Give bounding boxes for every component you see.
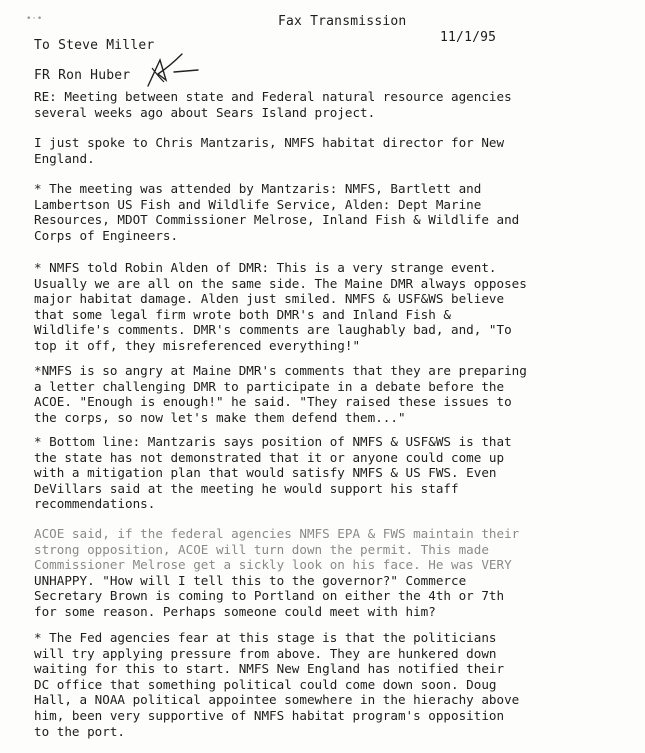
paragraph-bottom-line: * Bottom line: Mantzaris says position of NMFS & USF&WS is that the state has not demonstrated that it or anyone could come up with a mitigation plan that would satisfy NMFS & US FWS. Even DeVillars said at the meeting he would support his staff recommendations. bbox=[34, 434, 512, 512]
paragraph-nmfs-angry: *NMFS is so angry at Maine DMR's comments that they are preparing a letter challenging DMR to participate in a debate before the ACOE. "Enough is enough!" he said. "They raised these issues to the corps, so now let's make them defend them..." bbox=[34, 363, 527, 425]
recipient-line: To Steve Miller bbox=[34, 38, 155, 53]
paragraph-acoe-said: ACOE said, if the federal agencies NMFS EPA & FWS maintain their strong opposition, ACOE will turn down the permit. This made Commissioner Melrose get a sickly look on his face. He was VERY UNHAPPY. "How will I tell this to the governor?" Commerce Secretary Brown is coming to Portland on either the 4th or 7th for some reason. Perhaps someone could meet with him? bbox=[34, 526, 520, 619]
scan-speck: •·• bbox=[26, 14, 43, 24]
fax-title: Fax Transmission bbox=[278, 14, 407, 29]
paragraph-subject: RE: Meeting between state and Federal natural resource agencies several weeks ago about Sears Island project. bbox=[34, 89, 512, 120]
sender-line: FR Ron Huber bbox=[34, 68, 131, 83]
paragraph-intro: I just spoke to Chris Mantzaris, NMFS habitat director for New England. bbox=[34, 135, 505, 166]
paragraph-nmfs-told-dmr: * NMFS told Robin Alden of DMR: This is a very strange event. Usually we are all on the same side. The Maine DMR always opposes major habitat damage. Alden just smiled. NMFS & USF&WS believe that some legal firm wrote both DMR's and Inland Fish & Wildlife's comments. DMR's comments are laughably bad, and, "To top it off, they misreferenced everything!" bbox=[34, 260, 527, 353]
fax-date: 11/1/95 bbox=[440, 30, 497, 45]
paragraph-attendees: * The meeting was attended by Mantzaris: NMFS, Bartlett and Lambertson US Fish and Wildlife Service, Alden: Dept Marine Resources, MDOT Commissioner Melrose, Inland Fish & Wildlife and Corps of Engineers. bbox=[34, 181, 520, 243]
paragraph-fed-agencies-fear: * The Fed agencies fear at this stage is that the politicians will try applying pressure from above. They are hunkered down waiting for this to start. NMFS New England has notified their DC office that something political could come down soon. Doug Hall, a NOAA political appointee somewhere in the hierachy above him, been very supportive of NMFS habitat program's opposition to the port. bbox=[34, 630, 520, 739]
